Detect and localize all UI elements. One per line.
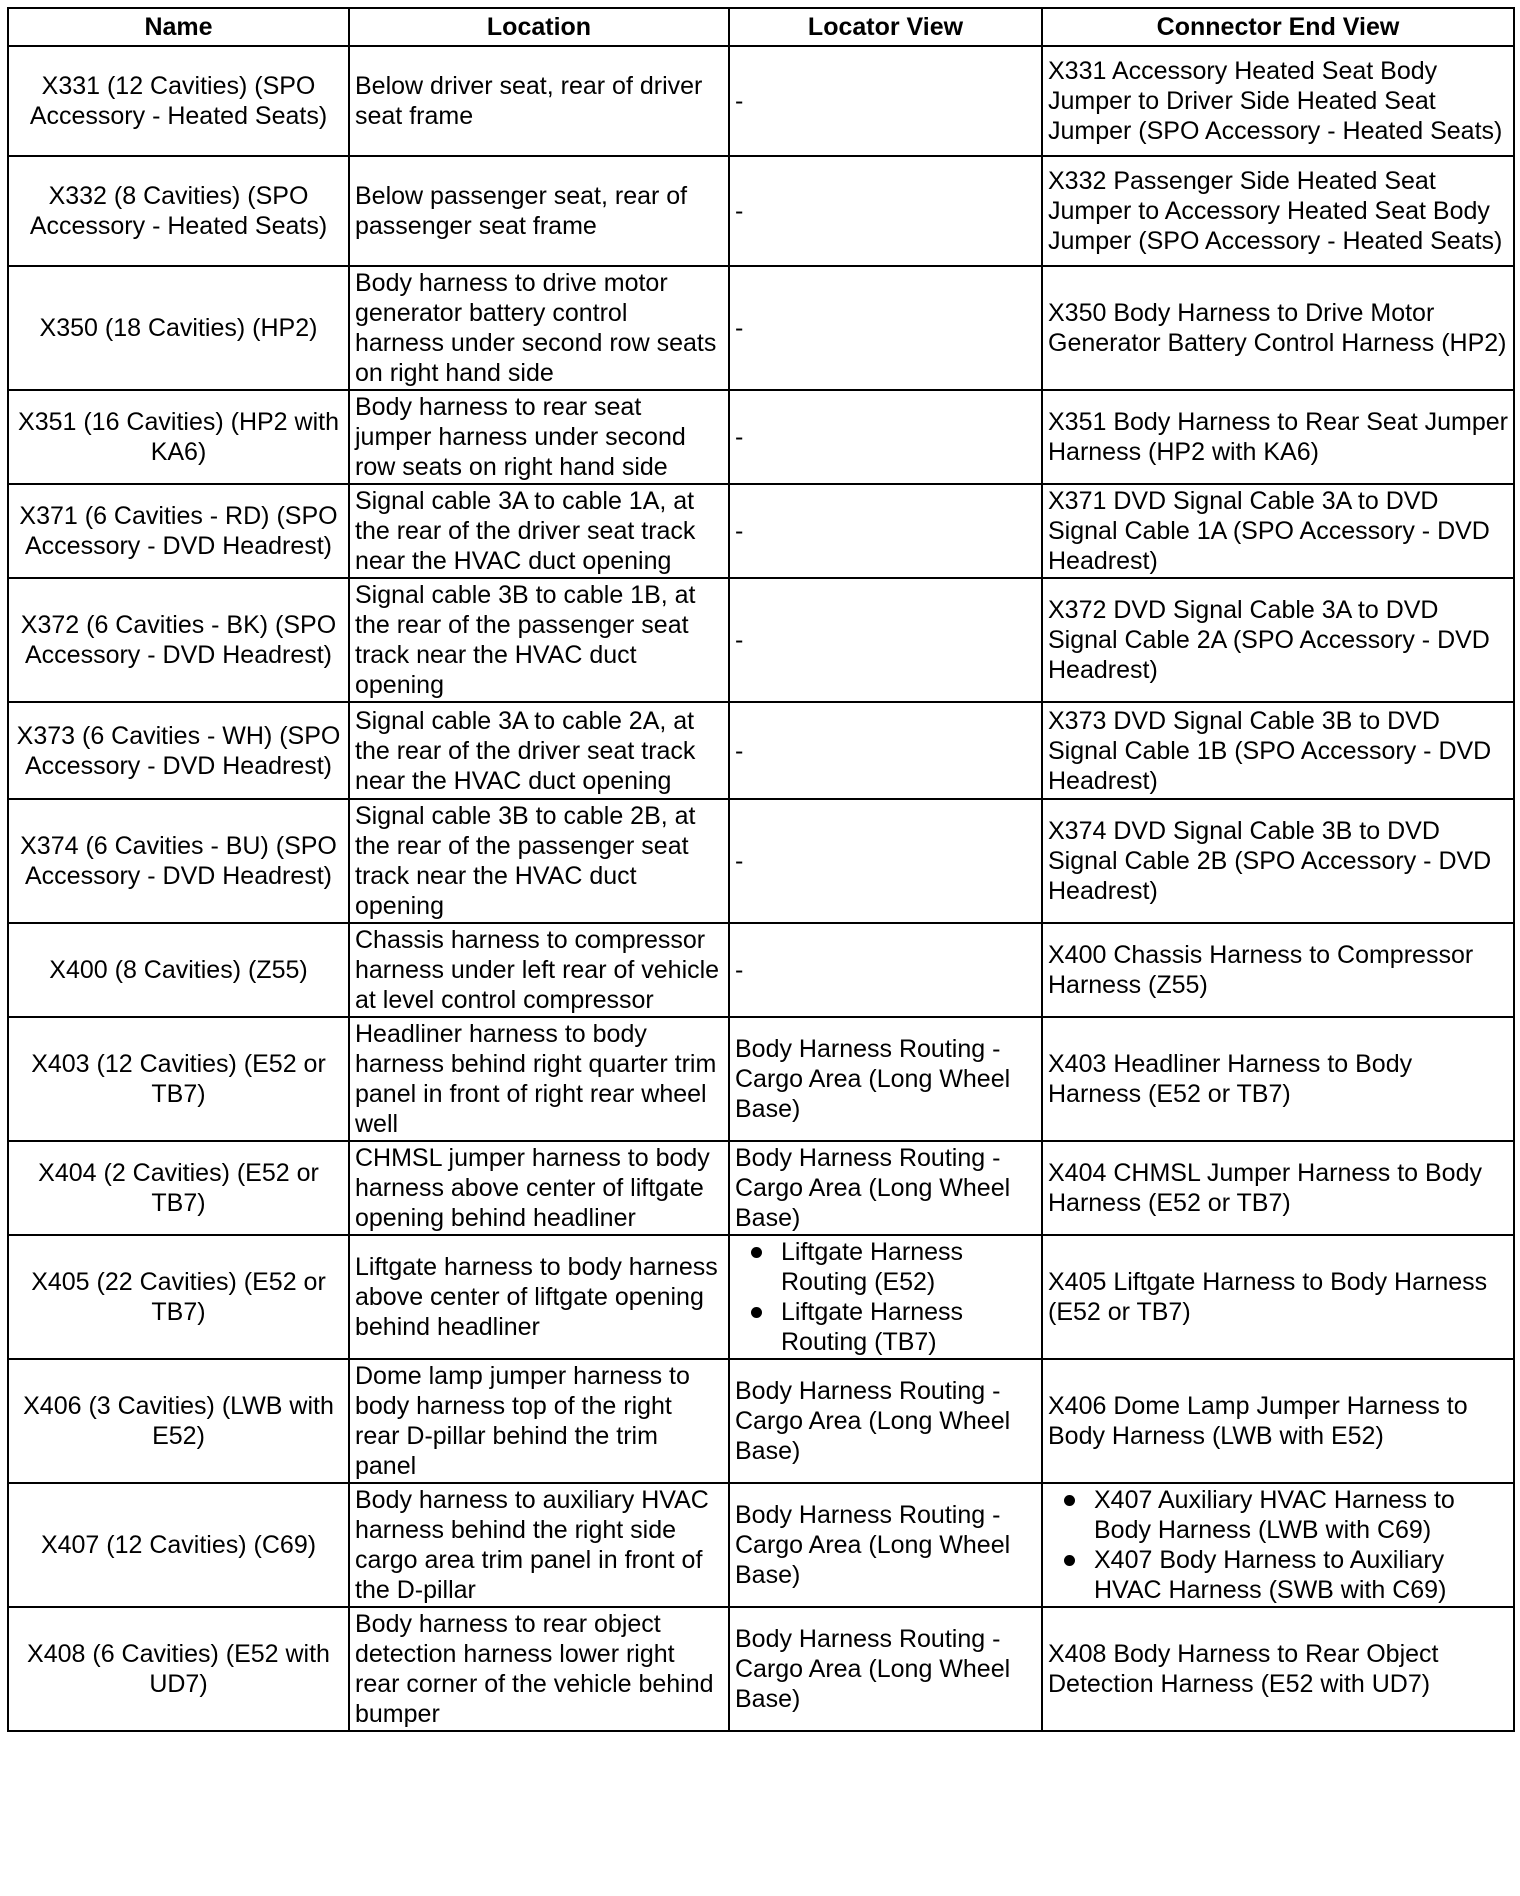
cell-name: X406 (3 Cavities) (LWB with E52)	[8, 1359, 349, 1483]
table-row	[8, 1235, 1514, 1359]
cell-locator-view-text: -	[735, 847, 744, 875]
cell-connector-end-view-text: X400 Chassis Harness to Compressor Harness (Z55)	[1048, 941, 1474, 999]
cell-name: X404 (2 Cavities) (E52 or TB7)	[8, 1141, 349, 1235]
cell-connector-end-view-text: X408 Body Harness to Rear Object Detection Harness (E52 with UD7)	[1048, 1640, 1439, 1698]
cell-connector-end-view	[1042, 578, 1514, 702]
table-row	[8, 578, 1514, 702]
cell-locator-view	[729, 1607, 1042, 1731]
bullet-icon	[751, 1247, 762, 1258]
cell-locator-view-text: Body Harness Routing - Cargo Area (Long Wheel Base)	[735, 1035, 1011, 1123]
list-item-text: Liftgate Harness Routing (TB7)	[781, 1298, 964, 1356]
cell-locator-view	[729, 702, 1042, 799]
cell-locator-view	[729, 484, 1042, 578]
list-item	[1094, 1485, 1508, 1545]
cell-name: X403 (12 Cavities) (E52 or TB7)	[8, 1017, 349, 1141]
cell-location: Below driver seat, rear of driver seat frame	[349, 46, 729, 156]
list-item	[1094, 1545, 1508, 1605]
cell-locator-view	[729, 156, 1042, 266]
table-row	[8, 266, 1514, 390]
cell-name: X407 (12 Cavities) (C69)	[8, 1483, 349, 1607]
cell-connector-end-view	[1042, 1359, 1514, 1483]
cell-locator-view-list	[735, 1237, 1036, 1357]
cell-connector-end-view	[1042, 799, 1514, 923]
table-row	[8, 1483, 1514, 1607]
cell-locator-view	[729, 46, 1042, 156]
cell-connector-end-view-text: X405 Liftgate Harness to Body Harness (E52 or TB7)	[1048, 1268, 1488, 1326]
cell-locator-view	[729, 1235, 1042, 1359]
cell-location: Chassis harness to compressor harness under left rear of vehicle at level control compressor	[349, 923, 729, 1017]
table-body	[8, 46, 1514, 1731]
cell-connector-end-view-text: X350 Body Harness to Drive Motor Generator Battery Control Harness (HP2)	[1048, 299, 1507, 357]
cell-location: Below passenger seat, rear of passenger seat frame	[349, 156, 729, 266]
cell-locator-view-text: Body Harness Routing - Cargo Area (Long Wheel Base)	[735, 1144, 1011, 1232]
cell-connector-end-view-text: X372 DVD Signal Cable 3A to DVD Signal Cable 2A (SPO Accessory - DVD Headrest)	[1048, 596, 1490, 684]
cell-locator-view-text: Body Harness Routing - Cargo Area (Long Wheel Base)	[735, 1377, 1011, 1465]
connector-table	[7, 7, 1515, 1732]
cell-location: Signal cable 3B to cable 2B, at the rear of the passenger seat track near the HVAC duct opening	[349, 799, 729, 923]
cell-location: Headliner harness to body harness behind right quarter trim panel in front of right rear wheel well	[349, 1017, 729, 1141]
table-row	[8, 1141, 1514, 1235]
list-item	[781, 1237, 1036, 1297]
connector-table-page	[7, 7, 1513, 1732]
cell-location: Body harness to drive motor generator battery control harness under second row seats on right hand side	[349, 266, 729, 390]
cell-connector-end-view-text: X403 Headliner Harness to Body Harness (E52 or TB7)	[1048, 1050, 1413, 1108]
list-item-text: Liftgate Harness Routing (E52)	[781, 1238, 964, 1296]
cell-connector-end-view-text: X371 DVD Signal Cable 3A to DVD Signal Cable 1A (SPO Accessory - DVD Headrest)	[1048, 487, 1490, 575]
cell-location: Liftgate harness to body harness above center of liftgate opening behind headliner	[349, 1235, 729, 1359]
cell-connector-end-view	[1042, 156, 1514, 266]
header-locator-view: Locator View	[729, 8, 1042, 46]
cell-name: X405 (22 Cavities) (E52 or TB7)	[8, 1235, 349, 1359]
cell-locator-view-text: -	[735, 423, 744, 451]
table-row	[8, 390, 1514, 484]
table-row	[8, 923, 1514, 1017]
cell-connector-end-view	[1042, 1017, 1514, 1141]
cell-locator-view-text: -	[735, 197, 744, 225]
cell-location: Body harness to auxiliary HVAC harness behind the right side cargo area trim panel in front of the D-pillar	[349, 1483, 729, 1607]
cell-connector-end-view	[1042, 1483, 1514, 1607]
cell-locator-view	[729, 799, 1042, 923]
table-row	[8, 484, 1514, 578]
cell-locator-view-text: -	[735, 517, 744, 545]
cell-location: Dome lamp jumper harness to body harness top of the right rear D-pillar behind the trim panel	[349, 1359, 729, 1483]
list-item	[781, 1297, 1036, 1357]
cell-name: X371 (6 Cavities - RD) (SPO Accessory - DVD Headrest)	[8, 484, 349, 578]
cell-name: X408 (6 Cavities) (E52 with UD7)	[8, 1607, 349, 1731]
cell-name: X372 (6 Cavities - BK) (SPO Accessory - DVD Headrest)	[8, 578, 349, 702]
cell-name: X332 (8 Cavities) (SPO Accessory - Heated Seats)	[8, 156, 349, 266]
header-location: Location	[349, 8, 729, 46]
cell-connector-end-view-text: X351 Body Harness to Rear Seat Jumper Harness (HP2 with KA6)	[1048, 408, 1508, 466]
cell-locator-view-text: Body Harness Routing - Cargo Area (Long Wheel Base)	[735, 1501, 1011, 1589]
cell-name: X350 (18 Cavities) (HP2)	[8, 266, 349, 390]
cell-name: X373 (6 Cavities - WH) (SPO Accessory - DVD Headrest)	[8, 702, 349, 799]
cell-locator-view	[729, 1017, 1042, 1141]
cell-connector-end-view	[1042, 390, 1514, 484]
cell-location: Body harness to rear object detection harness lower right rear corner of the vehicle behind bumper	[349, 1607, 729, 1731]
cell-locator-view	[729, 1483, 1042, 1607]
cell-name: X351 (16 Cavities) (HP2 with KA6)	[8, 390, 349, 484]
list-item-text: X407 Auxiliary HVAC Harness to Body Harness (LWB with C69)	[1094, 1486, 1455, 1544]
cell-locator-view	[729, 1141, 1042, 1235]
cell-connector-end-view-text: X404 CHMSL Jumper Harness to Body Harness (E52 or TB7)	[1048, 1159, 1482, 1217]
cell-locator-view-text: -	[735, 87, 744, 115]
cell-connector-end-view-text: X332 Passenger Side Heated Seat Jumper to Accessory Heated Seat Body Jumper (SPO Accessory - Heated Seats)	[1048, 167, 1503, 255]
cell-connector-end-view	[1042, 1607, 1514, 1731]
cell-connector-end-view	[1042, 1141, 1514, 1235]
cell-locator-view	[729, 1359, 1042, 1483]
cell-locator-view	[729, 923, 1042, 1017]
cell-location: CHMSL jumper harness to body harness above center of liftgate opening behind headliner	[349, 1141, 729, 1235]
cell-connector-end-view-text: X373 DVD Signal Cable 3B to DVD Signal Cable 1B (SPO Accessory - DVD Headrest)	[1048, 706, 1492, 795]
cell-locator-view-text: -	[735, 736, 744, 765]
cell-locator-view	[729, 266, 1042, 390]
cell-connector-end-view	[1042, 484, 1514, 578]
cell-locator-view	[729, 578, 1042, 702]
cell-locator-view-text: -	[735, 314, 744, 342]
cell-locator-view-text: -	[735, 626, 744, 654]
table-row	[8, 46, 1514, 156]
table-row	[8, 799, 1514, 923]
header-row	[8, 8, 1514, 46]
cell-locator-view	[729, 390, 1042, 484]
cell-location: Body harness to rear seat jumper harness under second row seats on right hand side	[349, 390, 729, 484]
cell-connector-end-view	[1042, 702, 1514, 799]
cell-connector-end-view	[1042, 1235, 1514, 1359]
cell-locator-view-text: Body Harness Routing - Cargo Area (Long Wheel Base)	[735, 1625, 1011, 1713]
cell-locator-view-text: -	[735, 956, 744, 984]
cell-connector-end-view	[1042, 46, 1514, 156]
cell-location: Signal cable 3A to cable 1A, at the rear of the driver seat track near the HVAC duct opening	[349, 484, 729, 578]
table-row	[8, 1359, 1514, 1483]
list-item-text: X407 Body Harness to Auxiliary HVAC Harness (SWB with C69)	[1094, 1546, 1447, 1604]
cell-connector-end-view-text: X406 Dome Lamp Jumper Harness to Body Harness (LWB with E52)	[1048, 1392, 1468, 1450]
cell-name: X331 (12 Cavities) (SPO Accessory - Heated Seats)	[8, 46, 349, 156]
table-row	[8, 156, 1514, 266]
bullet-icon	[1064, 1495, 1075, 1506]
cell-connector-end-view-text: X331 Accessory Heated Seat Body Jumper to Driver Side Heated Seat Jumper (SPO Accessory - Heated Seats)	[1048, 57, 1503, 145]
table-row	[8, 702, 1514, 799]
table-row	[8, 1607, 1514, 1731]
cell-connector-end-view	[1042, 923, 1514, 1017]
bullet-icon	[1064, 1555, 1075, 1566]
header-connector-end-view: Connector End View	[1042, 8, 1514, 46]
cell-connector-end-view	[1042, 266, 1514, 390]
cell-location: Signal cable 3B to cable 1B, at the rear of the passenger seat track near the HVAC duct opening	[349, 578, 729, 702]
table-row	[8, 1017, 1514, 1141]
cell-connector-end-view-list	[1048, 1485, 1508, 1605]
header-name: Name	[8, 8, 349, 46]
bullet-icon	[751, 1307, 762, 1318]
cell-location: Signal cable 3A to cable 2A, at the rear of the driver seat track near the HVAC duct opening	[349, 702, 729, 799]
cell-name: X374 (6 Cavities - BU) (SPO Accessory - DVD Headrest)	[8, 799, 349, 923]
cell-connector-end-view-text: X374 DVD Signal Cable 3B to DVD Signal Cable 2B (SPO Accessory - DVD Headrest)	[1048, 817, 1492, 905]
cell-name: X400 (8 Cavities) (Z55)	[8, 923, 349, 1017]
